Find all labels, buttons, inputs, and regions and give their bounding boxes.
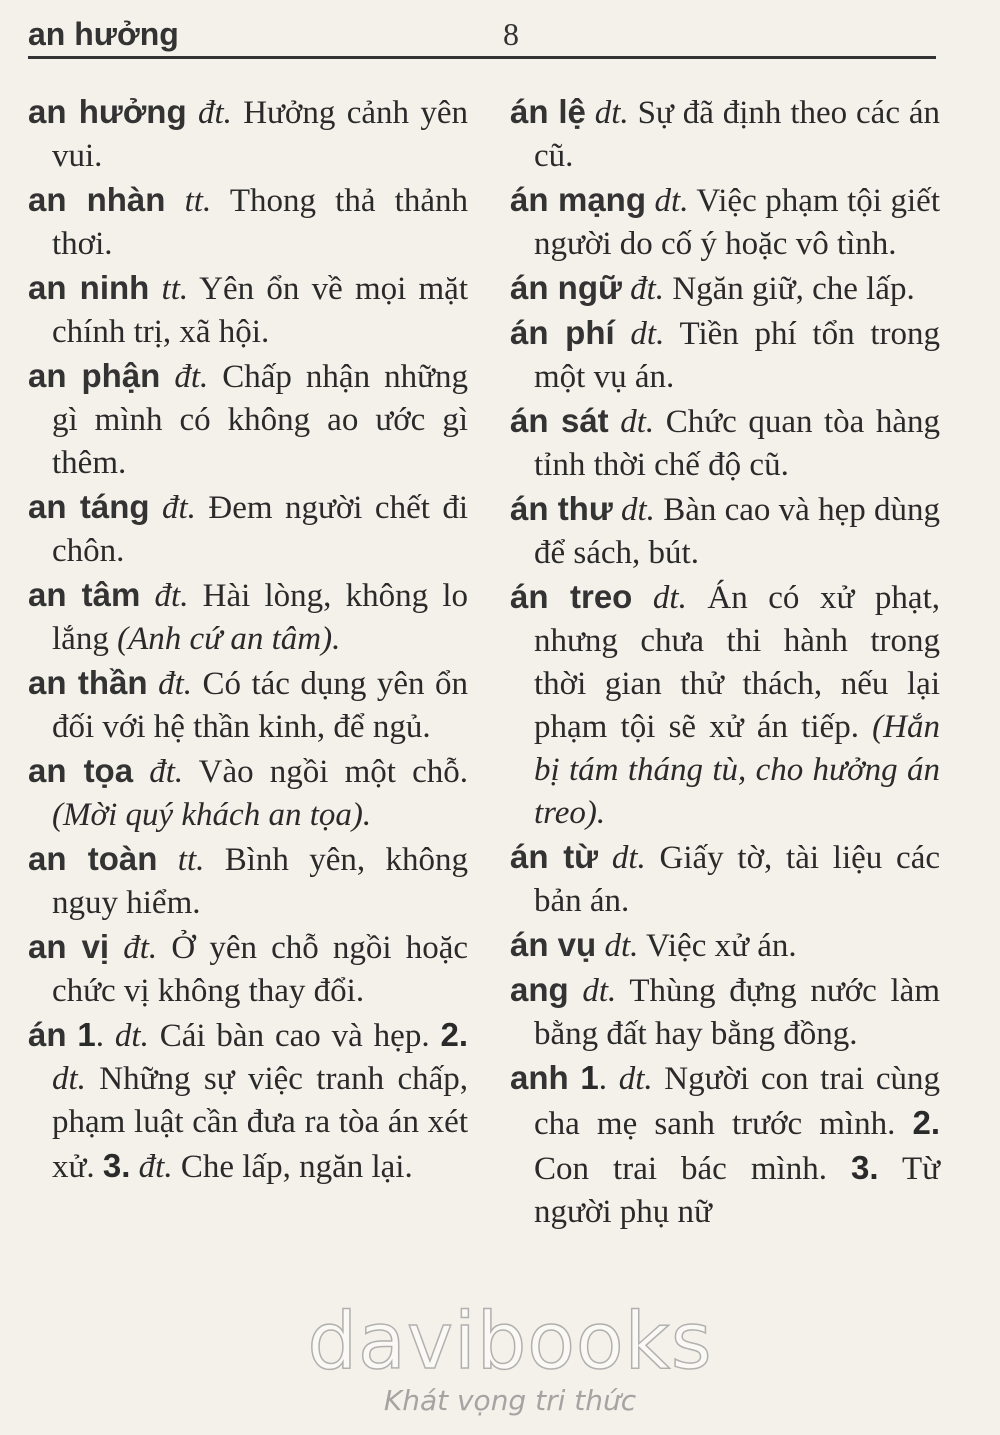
dictionary-entry xyxy=(28,573,468,661)
part-of-speech: dt. xyxy=(620,404,655,440)
entry-headword: án thư xyxy=(510,490,613,527)
example-text: (Anh cứ an tâm). xyxy=(117,621,341,657)
part-of-speech: dt. xyxy=(652,580,687,616)
part-of-speech: đt. xyxy=(149,754,184,790)
part-of-speech: đt. xyxy=(123,930,158,966)
definition-text: Bàn cao và hẹp dùng để sách, bút. xyxy=(534,492,941,571)
dictionary-entry xyxy=(510,487,940,575)
sense-number: 1 xyxy=(580,1059,599,1096)
definition-text: Từ người phụ nữ xyxy=(534,1151,940,1230)
dictionary-entry xyxy=(510,90,940,178)
definition-text: Án có xử phạt, nhưng chưa thi hành trong thời gian thử thách, nếu lại phạm tội sẽ xử án tiếp. xyxy=(534,580,940,745)
watermark-tagline: Khát vọng tri thức xyxy=(383,1384,637,1417)
definition-text: Bình yên, không nguy hiểm. xyxy=(52,842,469,921)
dictionary-entry xyxy=(28,178,468,266)
definition-text: Hài lòng, không lo lắng xyxy=(52,578,468,657)
sense-number: 2. xyxy=(912,1104,940,1141)
definition-text: Thong thả thảnh thơi. xyxy=(52,183,468,262)
dictionary-entry xyxy=(28,354,468,485)
definition-text: Tiền phí tổn trong một vụ án. xyxy=(534,316,940,395)
dictionary-entry xyxy=(28,90,468,178)
part-of-speech: đt. xyxy=(138,1149,173,1185)
definition-text: Người con trai cùng cha mẹ sanh trước mình. xyxy=(534,1061,941,1142)
entry-headword: án sát xyxy=(510,402,609,439)
part-of-speech: đt. xyxy=(162,490,196,526)
entry-headword: an tâm xyxy=(28,576,141,613)
dictionary-entry xyxy=(28,266,468,354)
entry-headword: an thần xyxy=(28,664,148,701)
definition-text: Giấy tờ, tài liệu các bản án. xyxy=(534,840,940,919)
definition-text xyxy=(130,1149,138,1185)
watermark xyxy=(300,1297,720,1417)
entry-headword: an nhàn xyxy=(28,181,166,218)
part-of-speech: đt. xyxy=(154,578,189,614)
left-column xyxy=(28,90,468,1189)
definition-text: Chức quan tòa hàng tỉnh thời chế độ cũ. xyxy=(534,404,941,483)
sense-number: 1 xyxy=(77,1016,96,1053)
part-of-speech: tt. xyxy=(184,183,212,219)
entry-headword: anh xyxy=(510,1059,569,1096)
dictionary-entry xyxy=(28,749,468,837)
definition-text: Chấp nhận những gì mình có không ao ước gì thêm. xyxy=(52,359,468,481)
part-of-speech: dt. xyxy=(582,973,617,1009)
running-header xyxy=(28,14,936,59)
example-text: (Mời quý khách an tọa). xyxy=(52,797,372,833)
entry-headword: án treo xyxy=(510,578,633,615)
part-of-speech: đt. xyxy=(630,271,665,307)
part-of-speech: dt. xyxy=(594,95,629,131)
part-of-speech: dt. xyxy=(604,928,639,964)
definition-text: Ở yên chỗ ngồi hoặc chức vị không thay đổi. xyxy=(52,930,469,1009)
part-of-speech: dt. xyxy=(114,1018,149,1054)
page-number: 8 xyxy=(503,16,519,52)
dictionary-entry xyxy=(510,968,940,1056)
definition-text: Hưởng cảnh yên vui. xyxy=(52,95,469,174)
dictionary-entry xyxy=(28,1013,468,1189)
definition-text: Việc xử án. xyxy=(638,928,797,964)
dictionary-entry xyxy=(28,485,468,573)
entry-headword: án vụ xyxy=(510,926,597,963)
dictionary-entry xyxy=(28,925,468,1013)
definition-text: Sự đã định theo các án cũ. xyxy=(534,95,941,174)
entry-headword: án xyxy=(28,1016,67,1053)
dictionary-entry xyxy=(510,1056,940,1234)
entry-headword: án ngữ xyxy=(510,269,622,306)
dictionary-entry xyxy=(510,575,940,835)
entry-headword: an ninh xyxy=(28,269,150,306)
part-of-speech: dt. xyxy=(618,1061,653,1097)
definition-text: . xyxy=(598,1061,619,1097)
sense-number: 3. xyxy=(850,1149,879,1186)
entry-headword: án từ xyxy=(510,838,599,875)
part-of-speech: dt. xyxy=(621,492,655,528)
guide-word: an hưởng xyxy=(28,16,179,52)
definition-text: Có tác dụng yên ổn đối với hệ thần kinh, để ngủ. xyxy=(52,666,469,745)
part-of-speech: dt. xyxy=(654,183,689,219)
definition-text: Vào ngồi một chỗ. xyxy=(183,754,468,790)
definition-text: Cái bàn cao và hẹp. xyxy=(148,1018,441,1054)
definition-text: . xyxy=(95,1018,115,1054)
definition-text: Việc phạm tội giết người do cố ý hoặc vô tình. xyxy=(534,183,940,262)
definition-text: Những sự việc tranh chấp, phạm luật cần đưa ra tòa án xét xử. xyxy=(52,1061,468,1185)
entry-headword: an toàn xyxy=(28,840,158,877)
part-of-speech: dt. xyxy=(611,840,646,876)
dictionary-entry xyxy=(510,399,940,487)
definition-text: Đem người chết đi chôn. xyxy=(52,490,468,569)
definition-text: Thùng đựng nước làm bằng đất hay bằng đồng. xyxy=(534,973,940,1052)
dictionary-entry xyxy=(510,923,940,968)
entry-headword: an tọa xyxy=(28,752,134,789)
right-column xyxy=(510,90,940,1234)
dictionary-entry xyxy=(28,661,468,749)
entry-headword: an táng xyxy=(28,488,150,525)
example-text: (Hắn bị tám tháng tù, cho hưởng án treo). xyxy=(534,709,940,831)
entry-headword: án phí xyxy=(510,314,615,351)
entry-headword: an vị xyxy=(28,928,110,965)
definition-text: Con trai bác mình. xyxy=(534,1151,851,1187)
part-of-speech: dt. xyxy=(630,316,665,352)
part-of-speech: tt. xyxy=(177,842,205,878)
part-of-speech: tt. xyxy=(161,271,189,307)
watermark-logo: davibooks xyxy=(307,1297,713,1387)
dictionary-entry xyxy=(510,311,940,399)
entry-headword: an hưởng xyxy=(28,93,187,130)
definition-text: Che lấp, ngăn lại. xyxy=(172,1149,413,1185)
dictionary-entry xyxy=(510,178,940,266)
sense-number: 2. xyxy=(440,1016,469,1053)
definition-text: Ngăn giữ, che lấp. xyxy=(664,271,915,307)
sense-number: 3. xyxy=(102,1147,131,1184)
dictionary-entry xyxy=(510,835,940,923)
dictionary-entry xyxy=(28,837,468,925)
part-of-speech: đt. xyxy=(197,95,232,131)
part-of-speech: đt. xyxy=(174,359,209,395)
part-of-speech: đt. xyxy=(158,666,192,702)
entry-headword: án mạng xyxy=(510,181,646,218)
entry-headword: an phận xyxy=(28,357,161,394)
part-of-speech: dt. xyxy=(52,1061,86,1097)
definition-text: Yên ổn về mọi mặt chính trị, xã hội. xyxy=(52,271,469,350)
entry-headword: ang xyxy=(510,971,569,1008)
entry-headword: án lệ xyxy=(510,93,586,130)
dictionary-entry xyxy=(510,266,940,311)
